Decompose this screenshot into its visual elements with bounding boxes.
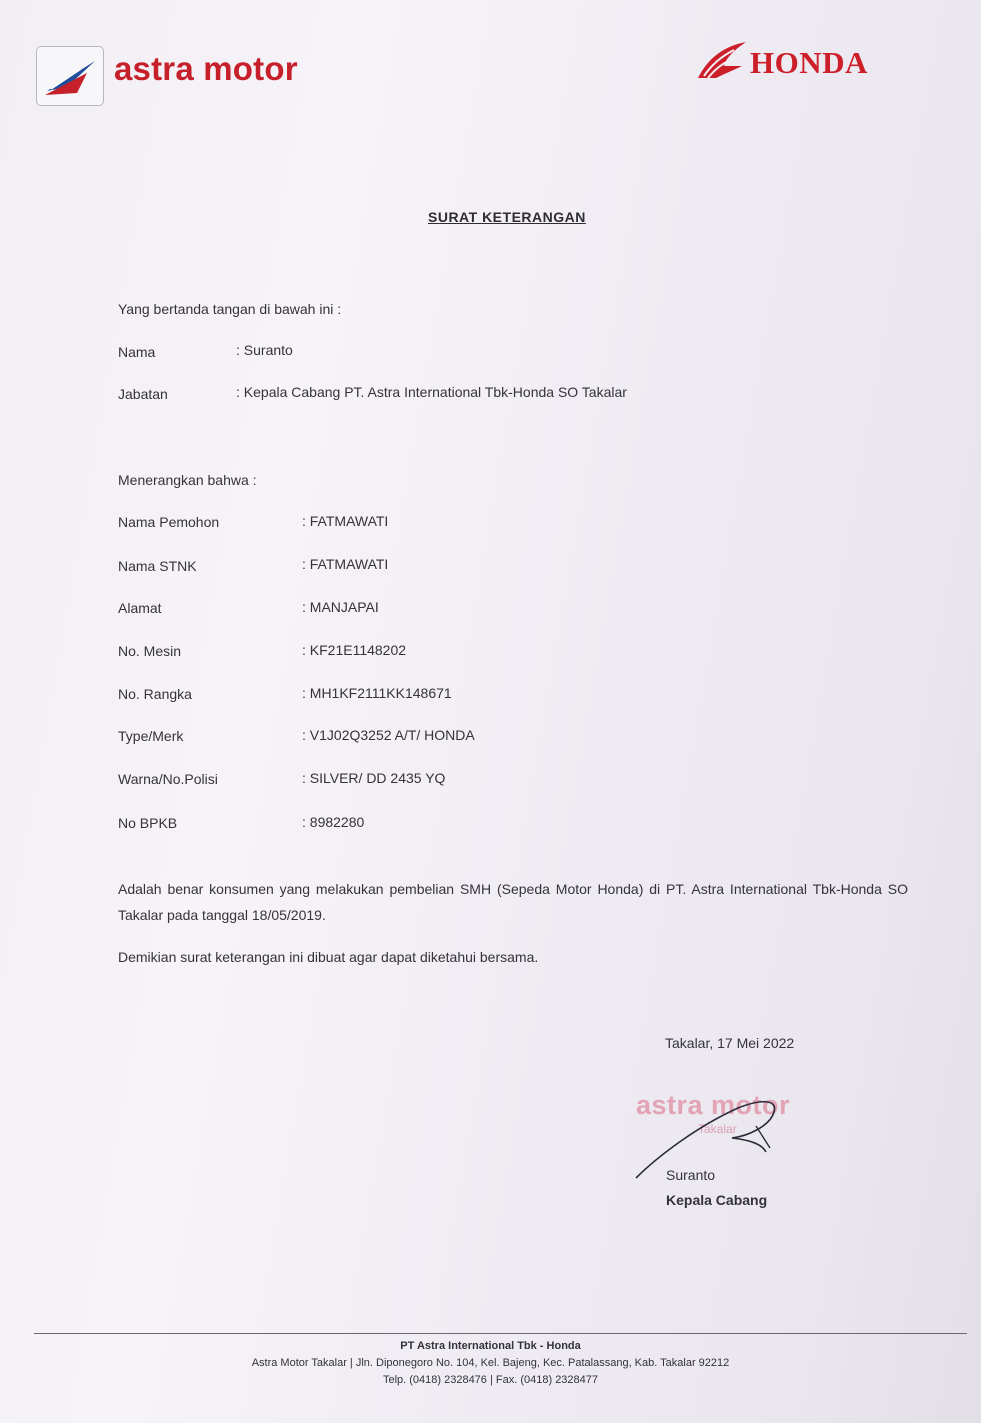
- footer-address: Astra Motor Takalar | Jln. Diponegoro No. 104, Kel. Bajeng, Kec. Patalassang, Kab. Takalar 92212: [251, 1357, 730, 1369]
- company-stamp-location: Takalar: [698, 1122, 737, 1136]
- signatory-name-value: : Suranto: [236, 342, 293, 358]
- detail-value: : MANJAPAI: [302, 599, 379, 615]
- footer-company: PT Astra International Tbk - Honda: [400, 1340, 581, 1352]
- astra-emblem-icon: [36, 46, 104, 106]
- handwritten-signature: [628, 1086, 808, 1186]
- detail-value: : V1J02Q3252 A/T/ HONDA: [302, 727, 475, 743]
- statement-intro: Menerangkan bahwa :: [118, 472, 257, 488]
- honda-wing-icon: [694, 36, 750, 86]
- signatory-position-label: Jabatan: [118, 386, 168, 402]
- footer-contact: Telp. (0418) 2328476 | Fax. (0418) 2328477: [382, 1374, 599, 1386]
- detail-value: : KF21E1148202: [302, 642, 407, 658]
- detail-label: Nama STNK: [118, 558, 197, 574]
- footer-divider: [34, 1333, 967, 1334]
- intro-text: Yang bertanda tangan di bawah ini :: [118, 301, 342, 317]
- closing-statement: Demikian surat keterangan ini dibuat agar dapat diketahui bersama.: [118, 949, 539, 965]
- detail-label: No BPKB: [118, 815, 178, 831]
- honda-logo-text: HONDA: [750, 45, 868, 80]
- detail-label: Type/Merk: [118, 728, 184, 744]
- letter-title: SURAT KETERANGAN: [428, 209, 586, 225]
- signer-name: Suranto: [666, 1167, 716, 1183]
- signatory-name-label: Nama: [118, 344, 156, 360]
- signer-position: Kepala Cabang: [666, 1192, 768, 1208]
- detail-value: : MH1KF2111KK148671: [302, 685, 452, 701]
- astra-motor-logo: [36, 46, 336, 108]
- honda-logo: [694, 36, 939, 86]
- detail-label: Alamat: [118, 600, 162, 616]
- detail-value: : SILVER/ DD 2435 YQ: [302, 770, 446, 786]
- astra-logo-text: astra motor: [114, 50, 298, 87]
- purchase-statement: Adalah benar konsumen yang melakukan pembelian SMH (Sepeda Motor Honda) di PT. Astra International Tbk-Honda SO Takalar pada tanggal 18/05/2019.: [118, 881, 908, 923]
- detail-label: No. Rangka: [118, 686, 192, 702]
- detail-label: Warna/No.Polisi: [118, 771, 218, 787]
- company-stamp: astra motor: [636, 1090, 791, 1120]
- detail-value: : FATMAWATI: [302, 513, 389, 529]
- detail-label: Nama Pemohon: [118, 514, 220, 530]
- detail-label: No. Mesin: [118, 643, 182, 659]
- place-date: Takalar, 17 Mei 2022: [665, 1035, 795, 1051]
- detail-value: : FATMAWATI: [302, 556, 389, 572]
- detail-value: : 8982280: [302, 814, 365, 830]
- signatory-position-value: : Kepala Cabang PT. Astra International Tbk-Honda SO Takalar: [236, 384, 627, 400]
